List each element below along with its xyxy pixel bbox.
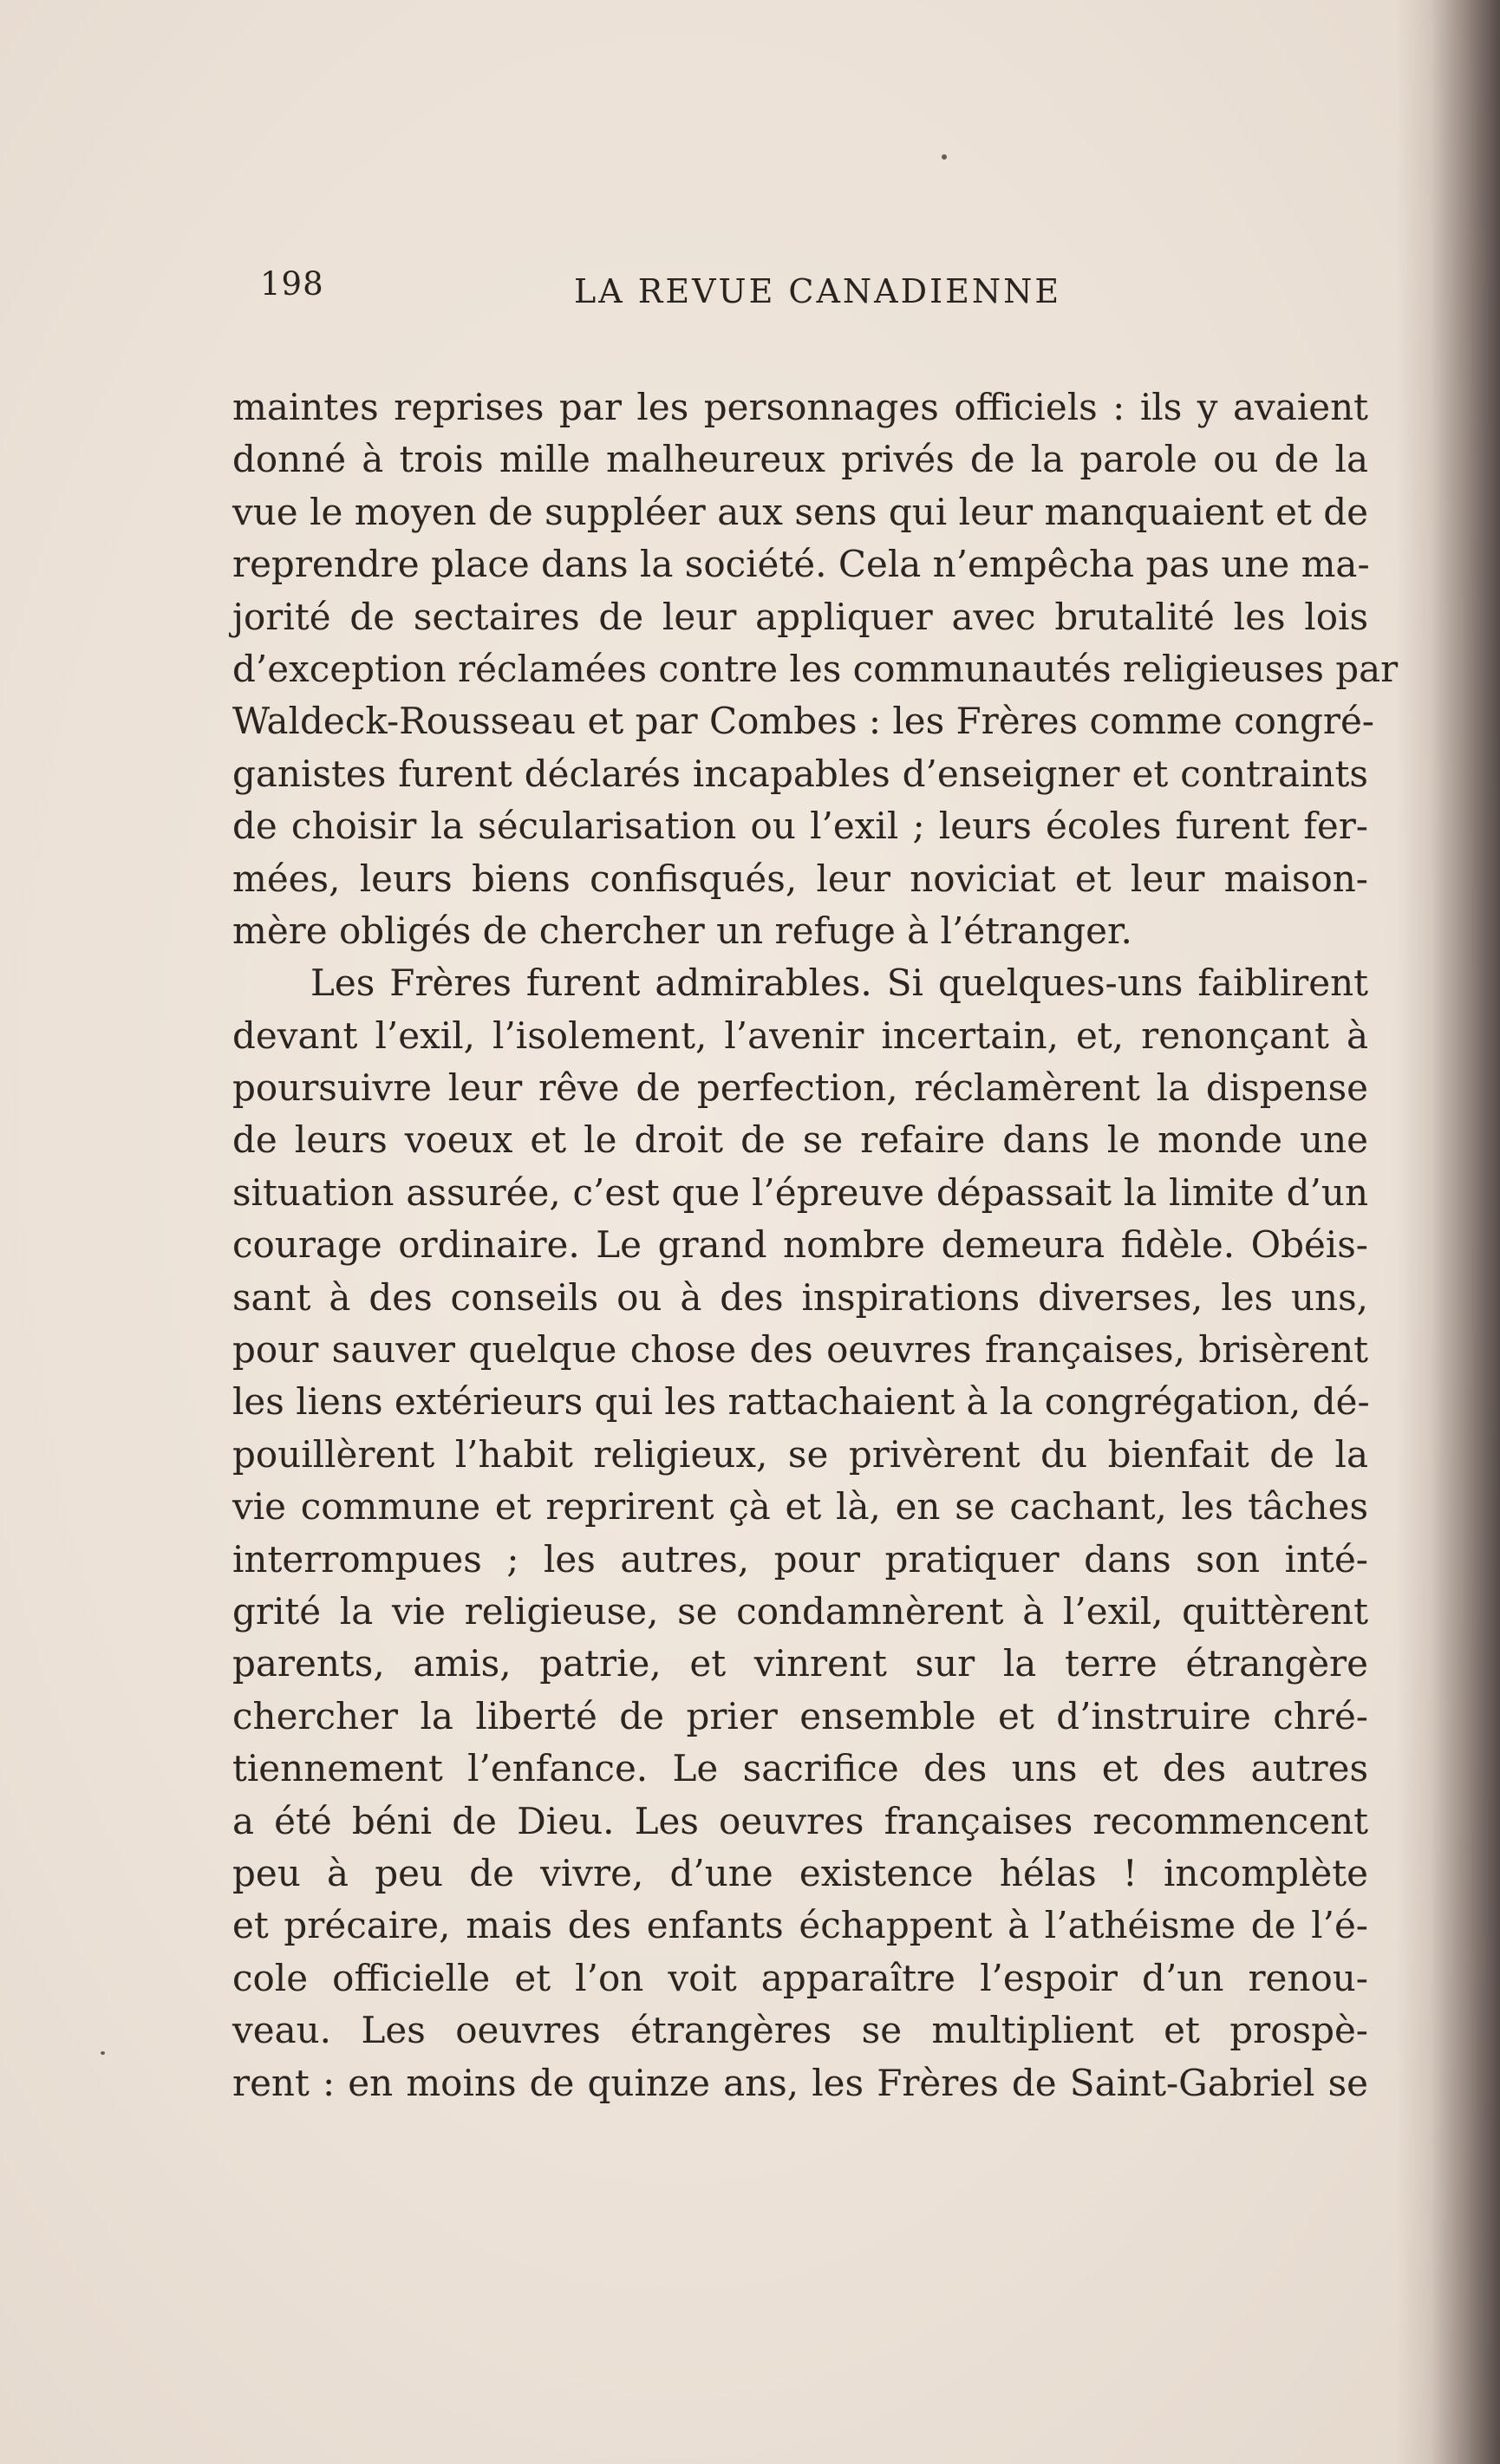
text-line: vue le moyen de suppléer aux sens qui leur manquaient et de bbox=[232, 490, 1368, 533]
text-line: ganistes furent déclarés incapables d’enseigner et contraints bbox=[232, 752, 1368, 795]
text-line: peu à peu de vivre, d’une existence hélas ! incomplète bbox=[232, 1851, 1368, 1894]
text-line: donné à trois mille malheureux privés de la parole ou de la bbox=[232, 438, 1368, 481]
text-line: grité la vie religieuse, se condamnèrent à l’exil, quittèrent bbox=[232, 1589, 1368, 1633]
text-line: pouillèrent l’habit religieux, se privèrent du bienfait de la bbox=[232, 1432, 1368, 1476]
text-line: situation assurée, c’est que l’épreuve dépassait la limite d’un bbox=[232, 1170, 1368, 1214]
text-line: de choisir la sécularisation ou l’exil ; leurs écoles furent fer- bbox=[232, 805, 1368, 848]
text-line: jorité de sectaires de leur appliquer avec brutalité les lois bbox=[232, 595, 1368, 638]
text-line: maintes reprises par les personnages officiels : ils y avaient bbox=[232, 386, 1368, 428]
text-line: reprendre place dans la société. Cela n’empêcha pas une ma- bbox=[232, 543, 1370, 586]
text-line: rent : en moins de quinze ans, les Frères de Saint-Gabriel se bbox=[232, 2061, 1368, 2104]
text-line: Les Frères furent admirables. Si quelques-uns faiblirent bbox=[310, 961, 1368, 1005]
text-line: a été béni de Dieu. Les oeuvres françaises recommencent bbox=[232, 1799, 1368, 1842]
ink-speck bbox=[942, 154, 947, 160]
ink-speck bbox=[101, 2051, 105, 2055]
text-line: d’exception réclamées contre les communautés religieuses par bbox=[232, 647, 1399, 690]
text-line: cole officielle et l’on voit apparaître l’espoir d’un renou- bbox=[232, 1956, 1368, 1999]
text-line: de leurs voeux et le droit de se refaire dans le monde une bbox=[232, 1118, 1368, 1162]
text-line: mées, leurs biens confisqués, leur noviciat et leur maison- bbox=[232, 857, 1368, 900]
text-line: parents, amis, patrie, et vinrent sur la terre étrangère bbox=[232, 1642, 1368, 1685]
text-line: sant à des conseils ou à des inspirations diverses, les uns, bbox=[232, 1275, 1368, 1319]
text-line: pour sauver quelque chose des oeuvres françaises, brisèrent bbox=[232, 1328, 1368, 1372]
text-line: tiennement l’enfance. Le sacrifice des uns et des autres bbox=[232, 1747, 1368, 1790]
page-number: 198 bbox=[260, 265, 324, 303]
text-line: chercher la liberté de prier ensemble et d’instruire chré- bbox=[232, 1694, 1368, 1737]
text-line: interrompues ; les autres, pour pratiquer dans son inté- bbox=[232, 1537, 1368, 1581]
text-line: devant l’exil, l’isolement, l’avenir incertain, et, renonçant à bbox=[232, 1014, 1368, 1057]
text-line: Waldeck-Rousseau et par Combes : les Frères comme congré- bbox=[232, 700, 1374, 743]
running-title: LA REVUE CANADIENNE bbox=[574, 272, 1062, 310]
text-line: et précaire, mais des enfants échappent à l’athéisme de l’é- bbox=[232, 1904, 1368, 1947]
text-line: mère obligés de chercher un refuge à l’étranger. bbox=[232, 909, 1132, 952]
text-line: les liens extérieurs qui les rattachaient à la congrégation, dé- bbox=[232, 1380, 1370, 1424]
text-line: vie commune et reprirent çà et là, en se cachant, les tâches bbox=[232, 1485, 1368, 1529]
text-line: poursuivre leur rêve de perfection, réclamèrent la dispense bbox=[232, 1066, 1368, 1110]
page-header bbox=[260, 265, 1075, 317]
text-line: courage ordinaire. Le grand nombre demeura fidèle. Obéis- bbox=[232, 1223, 1368, 1267]
body-text bbox=[232, 381, 1399, 2109]
text-line: veau. Les oeuvres étrangères se multiplient et prospè- bbox=[232, 2009, 1368, 2052]
